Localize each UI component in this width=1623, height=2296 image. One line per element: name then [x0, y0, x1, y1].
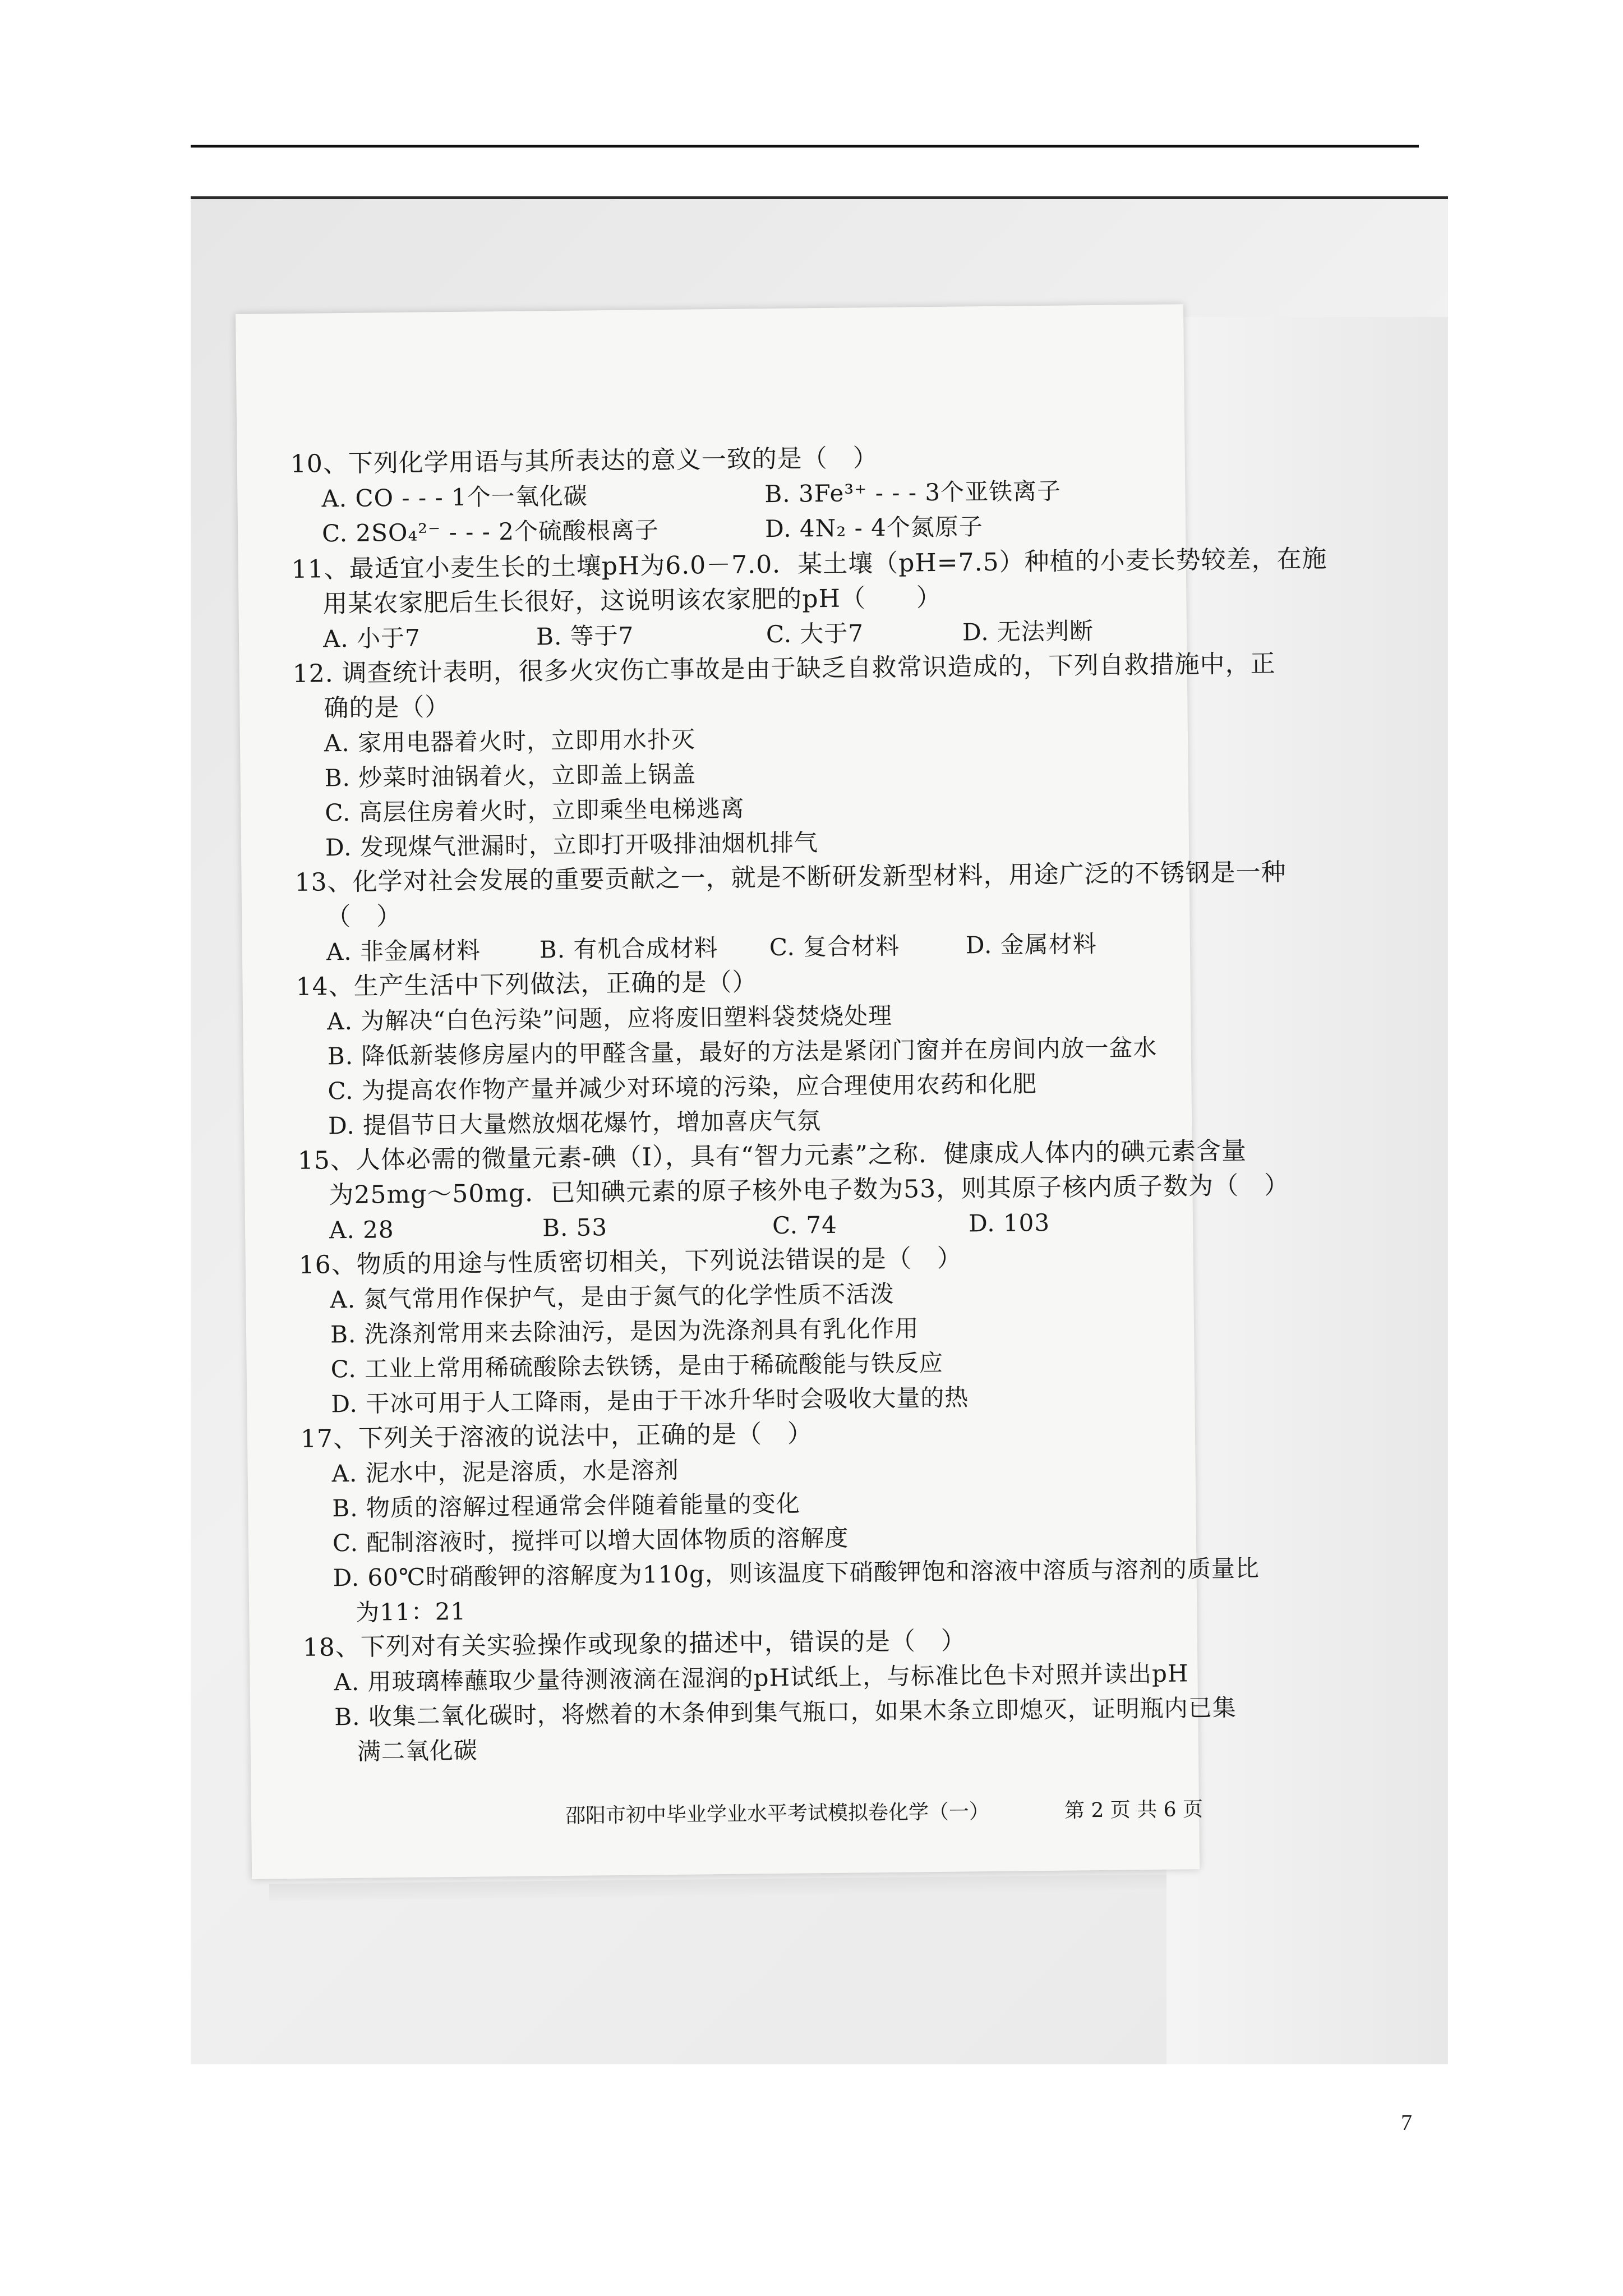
question-10-option-c: C. 2SO₄²⁻ - - - 2个硫酸根离子 — [321, 516, 660, 547]
header-rule — [191, 145, 1419, 148]
exam-sheet — [236, 304, 1327, 1879]
question-11-option-c: C. 大于7 — [766, 619, 864, 648]
question-18-stem: 18、下列对有关实验操作或现象的描述中，错误的是（ ） — [302, 1626, 967, 1662]
question-18-option-b-line-1: B. 收集二氧化碳时，将燃着的木条伸到集气瓶口，如果木条立即熄灭，证明瓶内已集 — [334, 1694, 1237, 1731]
question-16-option-b: B. 洗涤剂常用来去除油污，是因为洗涤剂具有乳化作用 — [330, 1314, 919, 1349]
page-number: 7 — [1401, 2110, 1412, 2135]
question-15-option-d: D. 103 — [968, 1208, 1050, 1237]
question-10-option-a: A. CO - - - 1个一氧化碳 — [321, 482, 588, 513]
question-15-option-c: C. 74 — [772, 1211, 838, 1240]
question-11-stem-line-1: 11、最适宜小麦生长的土壤pH为6.0－7.0．某土壤（pH=7.5）种植的小麦长势较差，在施 — [291, 544, 1327, 584]
question-17-option-d-line-1: D. 60℃时硝酸钾的溶解度为110g，则该温度下硝酸钾饱和溶液中溶质与溶剂的质量比 — [333, 1554, 1260, 1592]
question-14-option-c: C. 为提高农作物产量并减少对环境的污染，应合理使用农药和化肥 — [328, 1070, 1038, 1105]
question-12-option-a: A. 家用电器着火时，立即用水扑灭 — [324, 725, 696, 757]
question-11-option-d: D. 无法判断 — [962, 617, 1094, 646]
question-17-option-b: B. 物质的溶解过程通常会伴随着能量的变化 — [332, 1489, 801, 1522]
question-18-option-a: A. 用玻璃棒蘸取少量待测液滴在湿润的pH试纸上，与标准比色卡对照并读出pH — [334, 1659, 1189, 1696]
question-14-option-d: D. 提倡节日大量燃放烟花爆竹，增加喜庆气氛 — [328, 1107, 822, 1140]
question-11-option-a: A. 小于7 — [322, 624, 421, 653]
question-16-option-c: C. 工业上常用稀硫酸除去铁锈，是由于稀硫酸能与铁反应 — [330, 1349, 944, 1383]
question-17-option-c: C. 配制溶液时，搅拌可以增大固体物质的溶解度 — [332, 1524, 849, 1557]
question-11-option-b: B. 等于7 — [536, 622, 634, 651]
question-10-option-d: D. 4N₂ - 4个氮原子 — [764, 513, 984, 543]
question-16-option-d: D. 干冰可用于人工降雨，是由于干冰升华时会吸收大量的热 — [331, 1383, 969, 1418]
question-18-option-b-line-2: 满二氧化碳 — [357, 1736, 478, 1765]
question-13-option-a: A. 非金属材料 — [326, 936, 481, 966]
question-15-stem-line-1: 15、人体必需的微量元素-碘（I），具有“智力元素”之称．健康成人体内的碘元素含量 — [297, 1137, 1247, 1175]
question-17-option-d-line-2: 为11：21 — [355, 1597, 467, 1626]
question-15-option-b: B. 53 — [542, 1213, 608, 1242]
question-12-option-b: B. 炒菜时油锅着火，立即盖上锅盖 — [324, 760, 697, 792]
question-14-option-b: B. 降低新装修房屋内的甲醛含量，最好的方法是紧闭门窗并在房间内放一盆水 — [327, 1033, 1158, 1070]
question-12-stem-line-1: 12. 调查统计表明，很多火灾伤亡事故是由于缺乏自救常识造成的，下列自救措施中，正 — [292, 649, 1276, 688]
question-14-stem: 14、生产生活中下列做法，正确的是（） — [296, 968, 758, 1001]
question-15-option-a: A. 28 — [329, 1216, 394, 1244]
question-15-stem-line-2: 为25mg～50mg．已知碘元素的原子核外电子数为53，则其原子核内质子数为（ ） — [329, 1171, 1290, 1210]
question-10-stem: 10、下列化学用语与其所表达的意义一致的是（ ） — [290, 444, 879, 478]
question-13-option-b: B. 有机合成材料 — [539, 934, 718, 964]
question-13-stem-line-1: 13、化学对社会发展的重要贡献之一，就是不断研发新型材料，用途广泛的不锈钢是一种 — [294, 858, 1287, 897]
question-12-option-c: C. 高层住房着火时，立即乘坐电梯逃离 — [325, 794, 745, 827]
question-16-option-a: A. 氮气常用作保护气，是由于氮气的化学性质不活泼 — [330, 1280, 895, 1314]
question-14-option-a: A. 为解决“白色污染”问题，应将废旧塑料袋焚烧处理 — [326, 1001, 893, 1036]
question-13-option-c: C. 复合材料 — [769, 932, 900, 961]
question-13-option-d: D. 金属材料 — [965, 930, 1097, 959]
question-12-stem-line-2: 确的是（） — [324, 693, 450, 723]
question-17-stem: 17、下列关于溶液的说法中，正确的是（ ） — [300, 1419, 813, 1453]
question-11-stem-line-2: 用某农家肥后生长很好，这说明该农家肥的pH（ ） — [322, 583, 942, 619]
exam-footer-page-info: 第 2 页 共 6 页 — [1064, 1798, 1204, 1823]
question-17-option-a: A. 泥水中，泥是溶质，水是溶剂 — [331, 1456, 679, 1488]
question-16-stem: 16、物质的用途与性质密切相关，下列说法错误的是（ ） — [298, 1244, 962, 1280]
question-10-option-b: B. 3Fe³⁺ - - - 3个亚铁离子 — [764, 477, 1062, 508]
exam-footer-title: 邵阳市初中毕业学业水平考试模拟卷化学（一） — [565, 1800, 990, 1828]
question-13-stem-line-2: （ ） — [325, 901, 402, 932]
question-12-option-d: D. 发现煤气泄漏时，立即打开吸排油烟机排气 — [325, 829, 819, 862]
